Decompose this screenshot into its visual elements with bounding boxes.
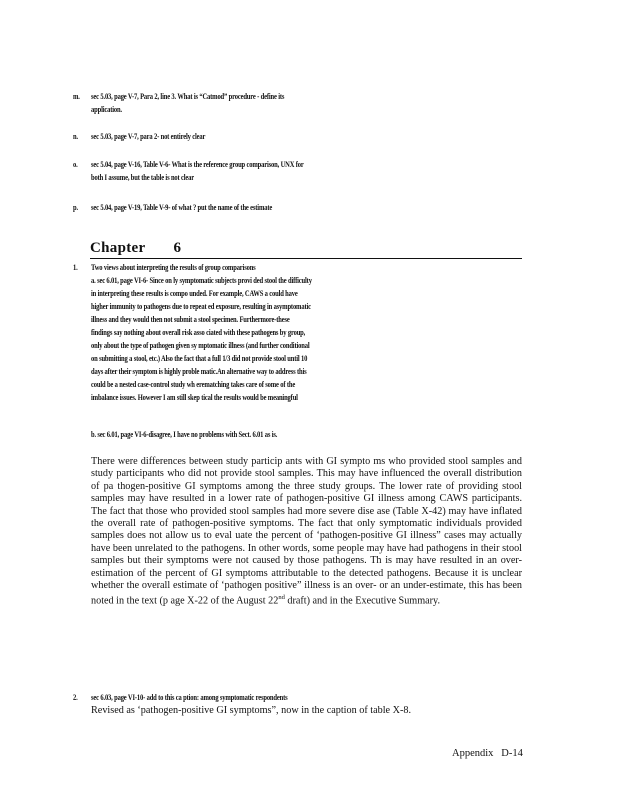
item1-line: could be a nested case-control study wh erematching takes care of some of the [91,380,296,389]
item-text-o: sec 5.04, page V-16, Table V-6- What is the reference group comparison, UNX for both I assume, but the table is not clear [91,160,304,182]
item1-line: a. sec 6.01, page VI-6- Since on ly symptomatic subjects provi ded stool the difficulty [91,276,312,285]
response-paragraph: There were differences between study particip ants with GI sympto ms who provided stool samples and study participants who did not provide stool samples. This may have influenced the overall distribution of pa thogen-positive GI symptoms among the three study groups. The lower rate of providing stool samples may have resulted in a lower rate of pathogen-positive GI illness among CAWS participants. The fact that those who provided stool samples had more severe dise ase (Table X-42) may have inflated the overall rate of pathogen-positive symptoms. The fact that only symptomatic individuals provided samples does not allow us to eval uate the percent of ‘pathogen-positive GI illness” cases may actually have been unrelated to the pathogens. In other words, some people may have had pathogens in their stool samples but their symptoms were not caused by those pathogens. Th is may have resulted in an over-estimation of the percent of GI symptoms attributable to the detected pathogens. Because it is unclear whether the overall estimate of ‘pathogen positive” illness is an over- or an under-estimate, this has been noted in the text (p age X-22 of the August 22nd draft) and in the Executive Summary. [91,456,522,607]
item-text-1 [91,261,312,404]
item-text-m: sec 5.03, page V-7, Para 2, line 3. What is “Catmod” procedure - define its application. [91,92,285,114]
item-label-o: o. [73,160,78,169]
item1-line: Two views about interpreting the results of group comparisons [91,263,256,272]
item-text-p: sec 5.04, page V-19, Table V-9- of what ? put the name of the estimate [91,203,273,212]
item2-response: Revised as ‘pathogen-positive GI symptoms”, now in the caption of table X-8. [91,705,411,716]
item1-line: imbalance issues. However I am still skep tical the results would be meaningful [91,393,298,402]
item-label-2: 2. [73,693,78,702]
item-label-m: m. [73,92,80,101]
item1-line: on submitting a stool, etc.) Also the fact that a full 1/3 did not provide stool until 10 [91,354,308,363]
item-text-n: sec 5.03, page V-7, para 2- not entirely clear [91,132,206,141]
item1-line: illness and they would then not submit a stool specimen. Furthermore-these [91,315,290,324]
chapter-number: 6 [173,240,182,256]
chapter-rule [90,258,522,259]
item1-line: findings say nothing about overall risk asso ciated with these pathogens by group, [91,328,306,337]
item1-line: in interpreting these results is compo unded. For example, CAWS a could have [91,289,298,298]
item-text-2: sec 6.03, page VI-10- add to this ca ption: among symptomatic respondents [91,693,288,702]
item1-line: only about the type of pathogen given sy mptomatic illness (and further conditional [91,341,310,350]
chapter-word: Chapter [90,240,146,256]
item1-line: higher immunity to pathogens due to repeat ed exposure, resulting in asymptomatic [91,302,311,311]
item-label-1: 1. [73,263,78,272]
item1-sub-b: b. sec 6.01, page VI-6-disagree, I have no problems with Sect. 6.01 as is. [91,430,278,439]
page-footer: Appendix D-14 [452,748,523,759]
chapter-heading [90,240,181,257]
item1-line: days after their symptom is highly proble matic.An alternative way to address this [91,367,307,376]
item-label-p: p. [73,203,78,212]
item-label-n: n. [73,132,78,141]
